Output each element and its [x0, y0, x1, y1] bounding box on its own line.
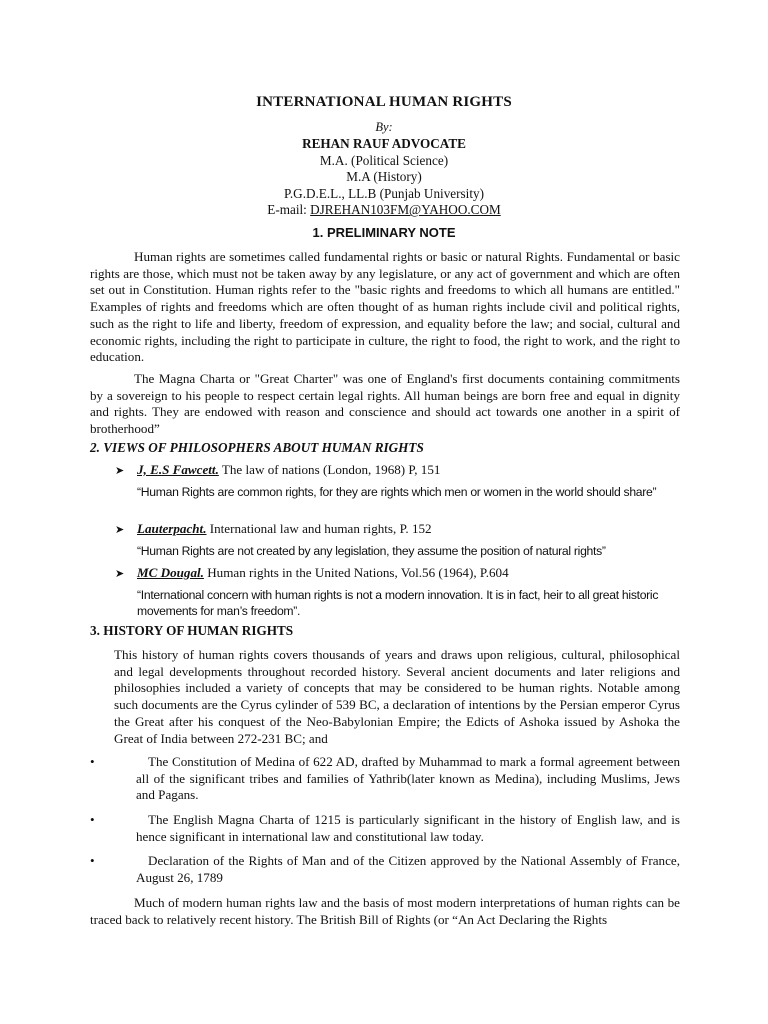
list-item: • The English Magna Charta of 1215 is particularly significant in the history of English law, and is hence significant in international law and constitutional law today.: [90, 812, 680, 844]
quote-lauterpacht: “Human Rights are not created by any legislation, they assume the position of natural rights”: [137, 544, 606, 558]
email-line: [0, 202, 768, 219]
paragraph-preliminary-2: The Magna Charta or "Great Charter" was one of England's first documents containing commitments by a sovereign to his people to respect certain legal rights. All human beings are born free and equal in dignity and rights. They are endowed with reason and conscience and should act towards one another in a spirit of brotherhood”: [90, 371, 680, 437]
author-name: REHAN RAUF ADVOCATE: [302, 136, 466, 151]
reference-citation: The law of nations (London, 1968) P, 151: [218, 462, 441, 477]
degree-political-science: M.A. (Political Science): [319, 152, 449, 168]
arrow-bullet-icon: ➤: [115, 464, 125, 477]
reference-citation: International law and human rights, P. 152: [206, 521, 432, 536]
bullet-icon: •: [90, 853, 95, 868]
reference-lauterpacht: [115, 521, 432, 537]
list-item: • The Constitution of Medina of 622 AD, drafted by Muhammad to mark a formal agreement between all of the significant tribes and families of Yathrib(later known as Medina), including Muslims, Jews and Pagans.: [90, 754, 680, 803]
reference-mcdougal: [115, 565, 509, 581]
reference-citation: Human rights in the United Nations, Vol.56 (1964), P.604: [203, 565, 509, 580]
quote-mcdougal: “International concern with human rights is not a modern innovation. It is in fact, heir to all great historic movements for man’s freedom”.: [137, 588, 659, 618]
paragraph-preliminary-1: Human rights are sometimes called fundamental rights or basic or natural Rights. Fundamental or basic rights are those, which must not be taken away by any legislature, or any act of government and which are often set out in Constitution. Human rights refer to the "basic rights and freedoms to which all humans are entitled." Examples of rights and freedoms which are often thought of as human rights include civil and political rights, such as the right to life and liberty, freedom of expression, and equality before the law; and social, cultural and economic rights, including the right to participate in culture, the right to food, the right to work, and the right to education.: [90, 249, 680, 365]
author-block: [0, 136, 768, 219]
reference-author: J, E.S Fawcett.: [137, 462, 219, 477]
reference-author: MC Dougal.: [137, 565, 204, 580]
paragraph-history-2: Much of modern human rights law and the basis of most modern interpretations of human rights can be traced back to relatively recent history. The British Bill of Rights (or “An Act Declaring the Rights: [90, 895, 680, 927]
degree-history: M.A (History): [346, 169, 422, 185]
bullet-icon: •: [90, 754, 95, 769]
heading-preliminary-note: 1. PRELIMINARY NOTE: [312, 225, 456, 240]
arrow-bullet-icon: ➤: [115, 523, 125, 536]
arrow-bullet-icon: ➤: [115, 567, 125, 580]
paragraph-history-1: This history of human rights covers thousands of years and draws upon religious, cultural, philosophical and legal developments throughout recorded history. Several ancient documents and later religions and philosophies included a variety of concepts that may be considered to be human rights. Notable among such documents are the Cyrus cylinder of 539 BC, a declaration of intentions by the Persian emperor Cyrus the Great after his conquest of the Neo-Babylonian Empire; the Edicts of Ashoka issued by Ashoka the Great of India between 272-231 BC; and: [114, 647, 680, 746]
reference-fawcett: [115, 462, 440, 478]
by-line: By:: [375, 120, 393, 134]
quote-fawcett: “Human Rights are common rights, for they are rights which men or women in the world should share”: [137, 485, 657, 499]
heading-history-of-human-rights: 3. HISTORY OF HUMAN RIGHTS: [90, 623, 294, 638]
heading-views-of-philosophers: 2. VIEWS OF PHILOSOPHERS ABOUT HUMAN RIGHTS: [90, 440, 424, 455]
document-title: INTERNATIONAL HUMAN RIGHTS: [256, 94, 512, 110]
reference-author: Lauterpacht.: [137, 521, 207, 536]
email-link[interactable]: DJREHAN103FM@YAHOO.COM: [310, 202, 501, 218]
degree-law: P.G.D.E.L., LL.B (Punjab University): [284, 185, 484, 201]
bullet-icon: •: [90, 812, 95, 827]
email-label: E-mail:: [267, 202, 311, 218]
list-item: • Declaration of the Rights of Man and of the Citizen approved by the National Assembly of France, August 26, 1789: [90, 853, 680, 885]
